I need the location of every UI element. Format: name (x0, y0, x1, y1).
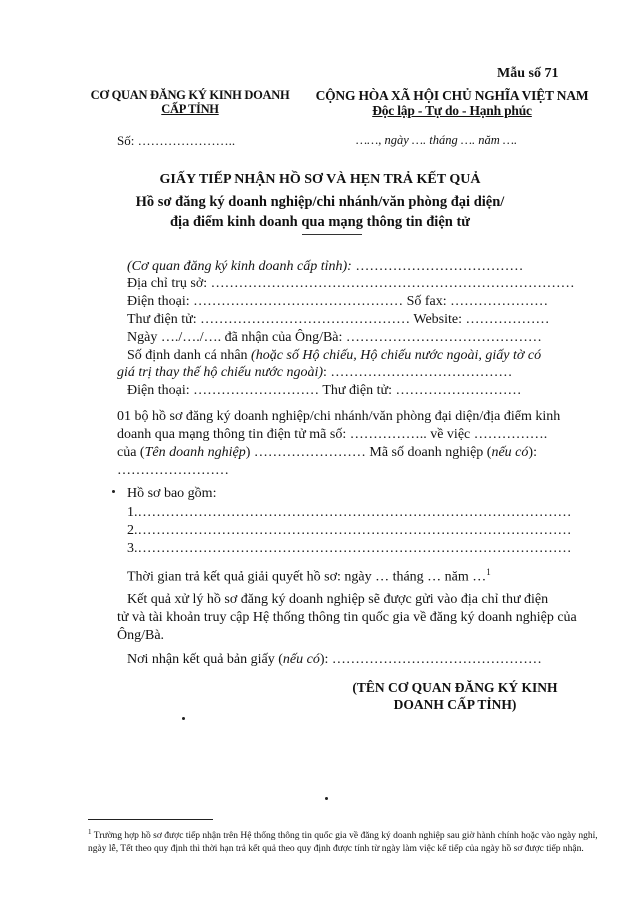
dossier-paragraph-line2: doanh qua mạng thông tin điện tử mã số: …………….. về việc ……………. (117, 427, 548, 442)
scan-speck (325, 797, 328, 800)
dossier-paragraph-line3 (117, 445, 537, 461)
footnote-separator (88, 819, 213, 820)
document-subtitle-2: địa điểm kinh doanh qua mạng thông tin điện tử (169, 214, 470, 230)
footnote-marker: 1 (88, 828, 92, 836)
signature-line-1: (TÊN CƠ QUAN ĐĂNG KÝ KINH (352, 680, 558, 695)
agency-line-1: CƠ QUAN ĐĂNG KÝ KINH DOANH (90, 88, 290, 102)
scan-speck (182, 717, 185, 720)
text-part: của ( (117, 445, 145, 460)
dossier-paragraph-line4: …………………… (117, 463, 229, 478)
personal-id-label: Số định danh cá nhân (127, 348, 252, 363)
personal-id-field (127, 348, 541, 364)
result-paragraph-line2: tử và tài khoản truy cập Hệ thống thông tin quốc gia về đăng ký doanh nghiệp của (117, 610, 577, 625)
if-any-note: nếu có (491, 445, 529, 460)
agency-field (127, 259, 523, 275)
issuing-agency-header (86, 88, 294, 116)
personal-id-note: (hoặc số Hộ chiếu, Hộ chiếu nước ngoài, giấy tờ có (251, 348, 542, 363)
agency-field-label: (Cơ quan đăng ký kinh doanh cấp tỉnh): (127, 259, 352, 274)
text-part: Nơi nhận kết quả bản giấy ( (127, 652, 283, 667)
dossier-item: 2.………………………………………………………………………………… (127, 523, 572, 538)
document-subtitle-1: Hồ sơ đăng ký doanh nghiệp/chi nhánh/văn phòng đại diện/ (135, 194, 505, 210)
footnote (88, 826, 600, 856)
country-name: CỘNG HÒA XÃ HỘI CHỦ NGHĨA VIỆT NAM (315, 88, 589, 103)
form-number: Mẫu số 71 (497, 66, 559, 81)
result-paragraph-line1: Kết quả xử lý hồ sơ đăng ký doanh nghiệp sẽ được gửi vào địa chỉ thư điện (127, 592, 549, 607)
document-number: Số: ………………….. (117, 133, 236, 148)
footnote-reference: 1 (486, 567, 491, 577)
dossier-paragraph-line1: 01 bộ hồ sơ đăng ký doanh nghiệp/chi nhánh/văn phòng đại diện/địa điểm kinh (117, 409, 561, 424)
signature-block (320, 679, 590, 713)
text-part: ): ……………………………………… (319, 652, 542, 667)
signature-line-2: DOANH CẤP TỈNH) (393, 697, 517, 712)
title-underline (302, 234, 362, 235)
result-paragraph-line3: Ông/Bà. (117, 628, 165, 643)
national-motto-header (312, 88, 592, 118)
paper-result-line (127, 652, 542, 668)
motto: Độc lập - Tự do - Hạnh phúc (372, 103, 532, 118)
phone-fax-field: Điện thoại: ……………………………………… Số fax: ………………… (127, 294, 549, 309)
personal-id-note-2: giá trị thay thế hộ chiếu nước ngoài) (117, 365, 324, 380)
text-part: ) …………………… Mã số doanh nghiệp ( (245, 445, 492, 460)
agency-field-dots: ……………………………… (351, 259, 524, 274)
document-date: ……, ngày …. tháng …. năm …. (356, 133, 518, 147)
dossier-item: 1.………………………………………………………………………………… (127, 505, 572, 520)
dossier-contents-label: Hồ sơ bao gồm: (127, 486, 217, 501)
personal-id-dots: : ………………………………… (323, 365, 513, 380)
address-field: Địa chỉ trụ sở: …………………………………………………………………… (127, 276, 575, 291)
personal-id-field-cont (117, 365, 512, 381)
email-website-field: Thư điện tử: ……………………………………… Website: ……………… (127, 312, 550, 327)
if-any-note: nếu có (282, 652, 320, 667)
footnote-text: Trường hợp hồ sơ được tiếp nhận trên Hệ thống thông tin quốc gia về đăng ký doanh nghiệp sau giờ hành chính hoặc vào ngày nghỉ, ngày lễ, Tết theo quy định thì thời hạn trả kết quả theo quy định được tính từ ngày làm việc kế tiếp của ngày hồ sơ được tiếp nhận. (88, 831, 598, 855)
agency-line-2: CẤP TỈNH (161, 102, 219, 116)
phone-email-field: Điện thoại: ……………………… Thư điện tử: ……………………… (127, 383, 522, 398)
text-part: ): (528, 445, 537, 460)
document-title: GIẤY TIẾP NHẬN HỒ SƠ VÀ HẸN TRẢ KẾT QUẢ (159, 172, 481, 187)
received-date-field: Ngày …./…./…. đã nhận của Ông/Bà: …………………………………… (127, 330, 542, 345)
dossier-item: 3.………………………………………………………………………………… (127, 541, 572, 556)
scan-speck (112, 490, 115, 493)
return-time-text: Thời gian trả kết quả giải quyết hồ sơ: ngày … tháng … năm … (127, 569, 487, 585)
company-name-note: Tên doanh nghiệp (144, 445, 246, 460)
return-time-line (127, 567, 491, 586)
